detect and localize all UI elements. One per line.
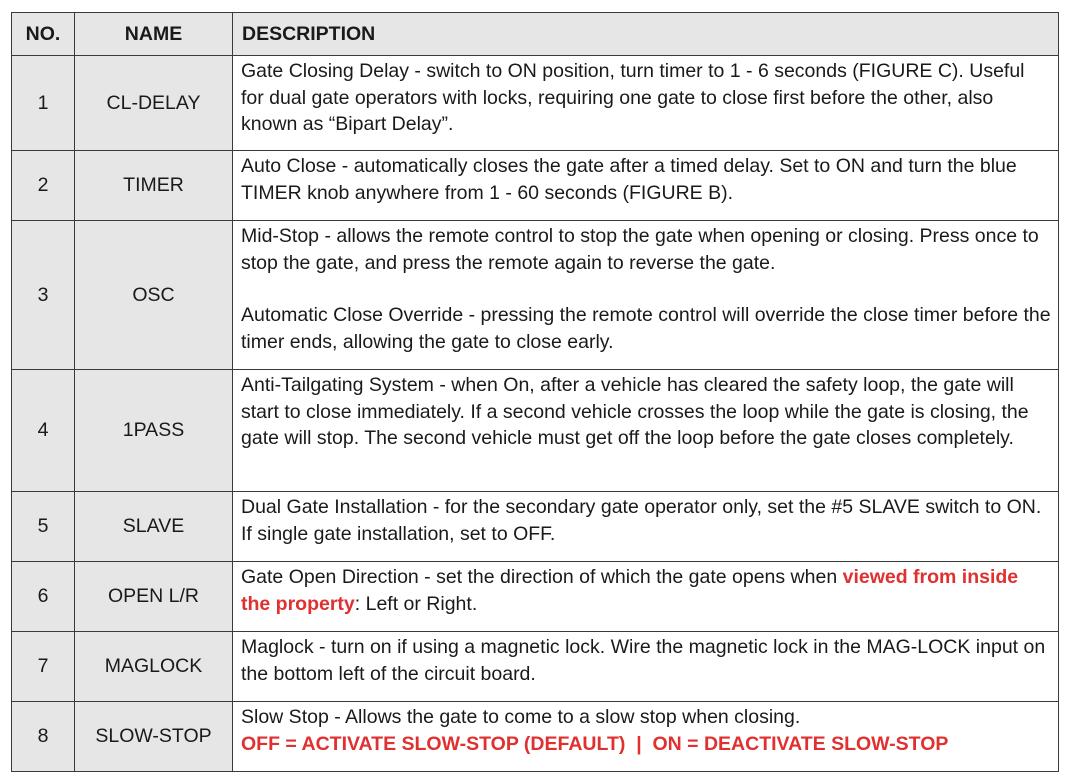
row-number: 2	[12, 151, 75, 221]
table-row	[12, 492, 1059, 562]
switch-description	[233, 56, 1059, 151]
row-number: 7	[12, 632, 75, 702]
table-row	[12, 702, 1059, 772]
header-name: NAME	[75, 13, 233, 56]
description-text: Anti-Tailgating System - when On, after a vehicle has cleared the safety loop, the gate will start to close immediately. If a second vehicle crosses the loop while the gate is closing, the gate will stop. The second vehicle must get off the loop before the gate closes completely.	[241, 374, 1029, 449]
paragraph-spacer	[241, 276, 1052, 302]
switch-name: SLOW-STOP	[75, 702, 233, 772]
header-description: DESCRIPTION	[233, 13, 1059, 56]
slow-stop-note: OFF = ACTIVATE SLOW-STOP (DEFAULT) | ON = DEACTIVATE SLOW-STOP	[241, 732, 949, 755]
highlight-text: viewed from inside the property	[241, 566, 1019, 615]
switch-name: MAGLOCK	[75, 632, 233, 702]
table-row	[12, 562, 1059, 632]
switch-description	[233, 702, 1059, 772]
table-row	[12, 56, 1059, 151]
row-number: 8	[12, 702, 75, 772]
switch-description	[233, 370, 1059, 492]
switch-name: OPEN L/R	[75, 562, 233, 632]
description-text: Gate Closing Delay - switch to ON position, turn timer to 1 - 6 seconds (FIGURE C). Useful for dual gate operators with locks, requiring one gate to close first before the other, also known as “Bipart Delay”.	[241, 60, 1025, 135]
switch-description	[233, 221, 1059, 370]
switch-name: CL-DELAY	[75, 56, 233, 151]
switch-name: 1PASS	[75, 370, 233, 492]
table-row	[12, 632, 1059, 702]
header-no: NO.	[12, 13, 75, 56]
description-text: Slow Stop - Allows the gate to come to a slow stop when closing.	[241, 706, 801, 728]
dip-switch-table	[11, 12, 1059, 772]
switch-name: TIMER	[75, 151, 233, 221]
row-number: 6	[12, 562, 75, 632]
description-text-secondary: Automatic Close Override - pressing the remote control will override the close timer before the timer ends, allowing the gate to close early.	[241, 304, 1051, 353]
row-number: 4	[12, 370, 75, 492]
table-row	[12, 221, 1059, 370]
row-number: 3	[12, 221, 75, 370]
switch-description	[233, 632, 1059, 702]
description-text: Auto Close - automatically closes the gate after a timed delay. Set to ON and turn the blue TIMER knob anywhere from 1 - 60 seconds (FIGURE B).	[241, 155, 1017, 204]
switch-name: OSC	[75, 221, 233, 370]
table-header-row	[12, 13, 1059, 56]
description-text: Gate Open Direction - set the direction of which the gate opens when	[241, 566, 843, 588]
row-number: 1	[12, 56, 75, 151]
description-text: Mid-Stop - allows the remote control to stop the gate when opening or closing. Press once to stop the gate, and press the remote again to reverse the gate.	[241, 225, 1039, 274]
table-row	[12, 151, 1059, 221]
switch-description	[233, 492, 1059, 562]
switch-description	[233, 151, 1059, 221]
description-text-tail: : Left or Right.	[354, 592, 478, 615]
description-text: Maglock - turn on if using a magnetic lock. Wire the magnetic lock in the MAG-LOCK input on the bottom left of the circuit board.	[241, 636, 1046, 685]
switch-name: SLAVE	[75, 492, 233, 562]
description-text: Dual Gate Installation - for the secondary gate operator only, set the #5 SLAVE switch to ON. If single gate installation, set to OFF.	[241, 496, 1042, 545]
table-row	[12, 370, 1059, 492]
row-number: 5	[12, 492, 75, 562]
switch-description	[233, 562, 1059, 632]
